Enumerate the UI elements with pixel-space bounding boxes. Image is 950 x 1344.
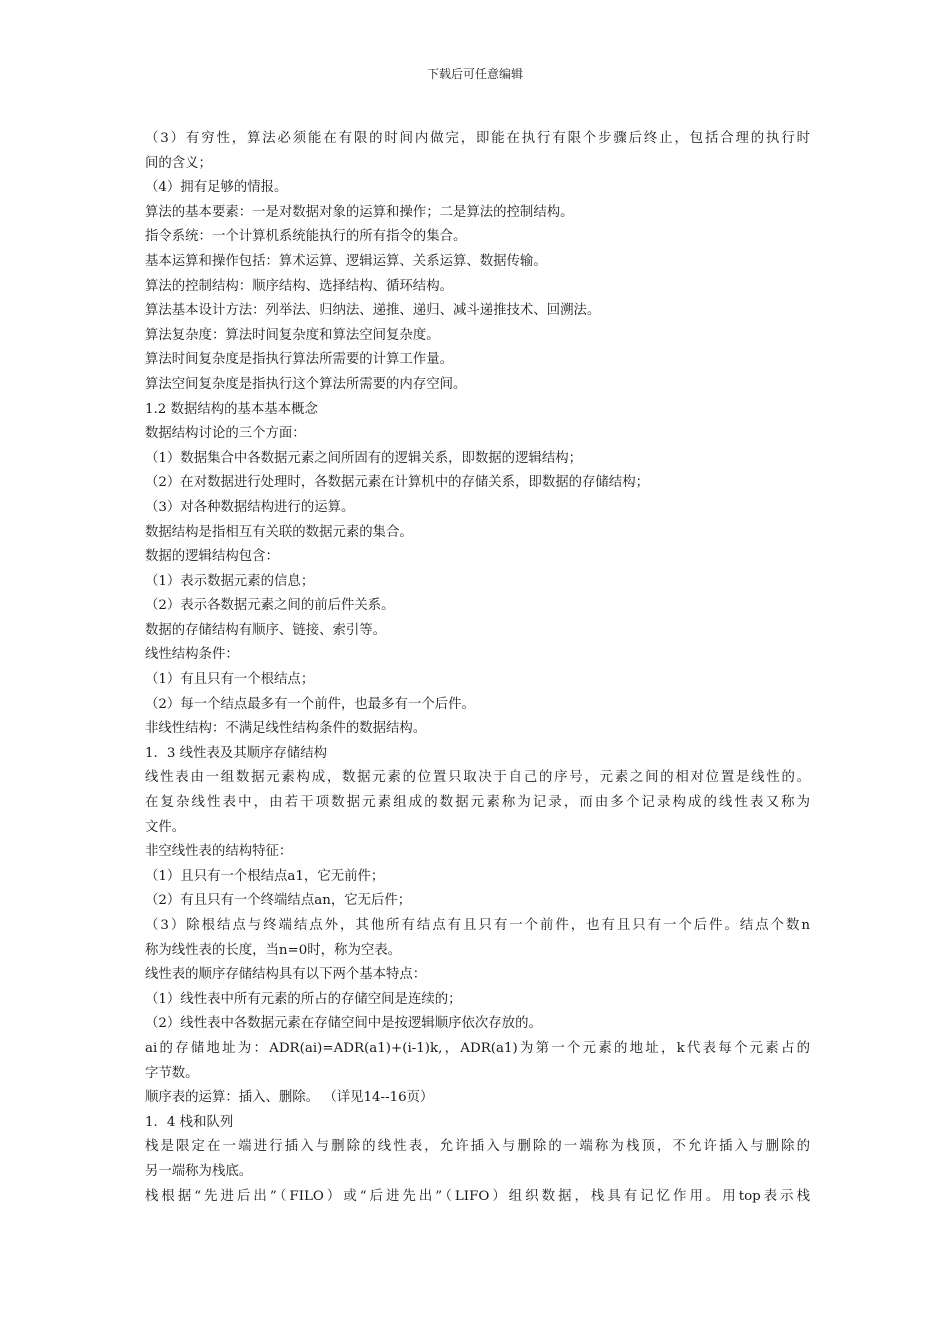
text-line: （2）在对数据进行处理时，各数据元素在计算机中的存储关系，即数据的存储结构； — [145, 475, 649, 491]
text-line: （3）除根结点与终端结点外，其他所有结点有且只有一个前件，也有且只有一个后件。结点个数n — [145, 918, 810, 933]
text-line: 数据的存储结构有顺序、链接、索引等。 — [145, 622, 387, 638]
text-line: 1．4 栈和队列 — [145, 1114, 234, 1130]
text-line: （1）数据集合中各数据元素之间所固有的逻辑关系，即数据的逻辑结构； — [145, 450, 583, 466]
text-line: （1）且只有一个根结点a1，它无前件； — [145, 868, 385, 884]
text-line: 数据结构是指相互有关联的数据元素的集合。 — [145, 524, 413, 540]
text-line: 算法的控制结构：顺序结构、选择结构、循环结构。 — [145, 278, 453, 294]
text-line: 栈是限定在一端进行插入与删除的线性表，允许插入与删除的一端称为栈顶，不允许插入与删除的 — [145, 1139, 810, 1155]
text-line: （2）表示各数据元素之间的前后件关系。 — [145, 598, 395, 614]
text-line: （1）表示数据元素的信息； — [145, 573, 315, 589]
document-body — [145, 127, 810, 1209]
text-line: 称为线性表的长度，当n=0时，称为空表。 — [145, 942, 402, 958]
text-line: 算法基本设计方法：列举法、归纳法、递推、递归、减斗递推技术、回溯法。 — [145, 303, 601, 319]
text-line: 顺序表的运算：插入、删除。 （详见14--16页） — [145, 1090, 434, 1106]
text-line: 字节数。 — [145, 1065, 199, 1081]
text-line: 数据的逻辑结构包含： — [145, 549, 279, 565]
text-line: 非线性结构：不满足线性结构条件的数据结构。 — [145, 721, 427, 737]
text-line: （2）有且只有一个终端结点an，它无后件； — [145, 893, 412, 909]
text-line: 线性表的顺序存储结构具有以下两个基本特点： — [145, 967, 427, 983]
text-line: 算法空间复杂度是指执行这个算法所需要的内存空间。 — [145, 376, 467, 392]
text-line: ai的存储地址为：ADR(ai)=ADR(a1)+(i-1)k,，ADR(a1)为第一个元素的地址，k代表每个元素占的 — [145, 1040, 810, 1056]
text-line: 线性结构条件： — [145, 647, 239, 663]
text-line: 文件。 — [145, 819, 186, 835]
text-line: 算法时间复杂度是指执行算法所需要的计算工作量。 — [145, 352, 453, 368]
text-line: 另一端称为栈底。 — [145, 1163, 253, 1179]
text-line: （2）每一个结点最多有一个前件，也最多有一个后件。 — [145, 696, 475, 712]
text-line: 算法复杂度：算法时间复杂度和算法空间复杂度。 — [145, 327, 440, 343]
text-line: 线性表由一组数据元素构成，数据元素的位置只取决于自己的序号，元素之间的相对位置是线性的。 — [145, 770, 810, 786]
text-line: 1．3 线性表及其顺序存储结构 — [145, 745, 327, 761]
text-line: （2）线性表中各数据元素在存储空间中是按逻辑顺序依次存放的。 — [145, 1016, 542, 1032]
text-line: （3）对各种数据结构进行的运算。 — [145, 499, 355, 515]
text-line: （4）拥有足够的情报。 — [145, 180, 288, 196]
text-line: 数据结构讨论的三个方面： — [145, 426, 306, 442]
text-line: 基本运算和操作包括：算术运算、逻辑运算、关系运算、数据传输。 — [145, 253, 547, 269]
page-header: 下载后可任意编辑 — [426, 67, 523, 81]
text-line: （1）有且只有一个根结点； — [145, 672, 315, 688]
text-line: （3）有穷性，算法必须能在有限的时间内做完，即能在执行有限个步骤后终止，包括合理的执行时 — [145, 131, 810, 146]
text-line: （1）线性表中所有元素的所占的存储空间是连续的； — [145, 991, 462, 1007]
text-line: 非空线性表的结构特征： — [145, 844, 293, 860]
text-line: 间的含义； — [145, 155, 212, 171]
text-line: 算法的基本要素：一是对数据对象的运算和操作；二是算法的控制结构。 — [145, 204, 574, 220]
text-line: 栈根据“先进后出”（FILO）或“后进先出”（LIFO）组织数据，栈具有记忆作用。用top表示栈 — [145, 1188, 810, 1204]
text-line: 在复杂线性表中，由若干项数据元素组成的数据元素称为记录，而由多个记录构成的线性表又称为 — [145, 795, 810, 811]
text-line: 指令系统：一个计算机系统能执行的所有指令的集合。 — [145, 229, 467, 245]
text-line: 1.2 数据结构的基本基本概念 — [145, 401, 318, 417]
